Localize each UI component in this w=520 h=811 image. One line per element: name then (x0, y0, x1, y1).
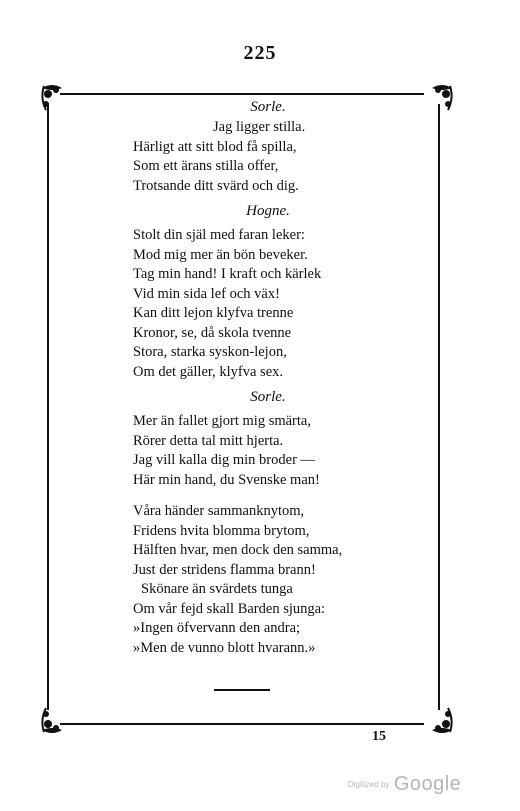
corner-ornament-icon (422, 80, 456, 114)
verse-line: Tag min hand! I kraft och kärlek (133, 266, 322, 282)
verse-line: Härligt att sitt blod få spilla, (133, 138, 297, 155)
corner-ornament-icon (422, 704, 456, 738)
verse-line: Mer än fallet gjort mig smärta, (133, 413, 311, 429)
corner-ornament-icon (38, 80, 72, 114)
verse-line: Mod mig mer än bön beveker. (133, 246, 308, 263)
watermark-prefix: Digitized by (348, 780, 390, 789)
verse-line: Vid min sida lef och väx! (133, 285, 280, 302)
page-number: 225 (243, 42, 277, 64)
verse-line: Om vår fejd skall Barden sjunga: (133, 600, 326, 617)
verse-line: Kan ditt lejon klyfva trenne (133, 305, 294, 321)
verse-line: Om det gäller, klyfva sex. (133, 363, 284, 380)
frame-bottom-border (60, 723, 424, 725)
speaker-heading: Sorle. (250, 99, 286, 115)
verse-line: Som ett ärans stilla offer, (133, 158, 279, 174)
poem-text (133, 96, 423, 658)
verse-line: Jag vill kalla dig min broder — (133, 452, 316, 468)
watermark-brand: Google (393, 773, 462, 795)
end-rule (214, 689, 270, 691)
verse-line: Trotsande ditt svärd och dig. (133, 177, 299, 194)
verse-line: Hälften hvar, men dock den samma, (133, 542, 343, 558)
verse-line: Stora, starka syskon-lejon, (133, 344, 287, 360)
verse-line: Skönare än svärdets tunga (141, 581, 293, 597)
verse-line: Kronor, se, då skola tvenne (133, 324, 292, 341)
verse-line: Jag ligger stilla. (213, 119, 306, 135)
verse-line: »Ingen öfvervann den andra; (133, 620, 301, 636)
verse-line: »Men de vunno blott hvarann.» (133, 639, 316, 656)
frame-left-border (47, 104, 49, 710)
verse-line: Rörer detta tal mitt hjerta. (133, 432, 284, 449)
frame-top-border (60, 93, 424, 95)
verse-line: Fridens hvita blomma brytom, (133, 522, 310, 539)
verse-line: Stolt din själ med faran leker: (133, 227, 305, 243)
digitization-watermark (348, 773, 461, 796)
speaker-heading: Hogne. (246, 203, 290, 219)
signature-mark: 15 (372, 729, 386, 744)
corner-ornament-icon (38, 704, 72, 738)
frame-right-border (438, 104, 440, 710)
verse-line: Våra händer sammanknytom, (133, 503, 305, 519)
speaker-heading: Sorle. (250, 389, 286, 405)
verse-line: Här min hand, du Svenske man! (133, 471, 320, 488)
verse-line: Just der stridens flamma brann! (133, 561, 316, 578)
